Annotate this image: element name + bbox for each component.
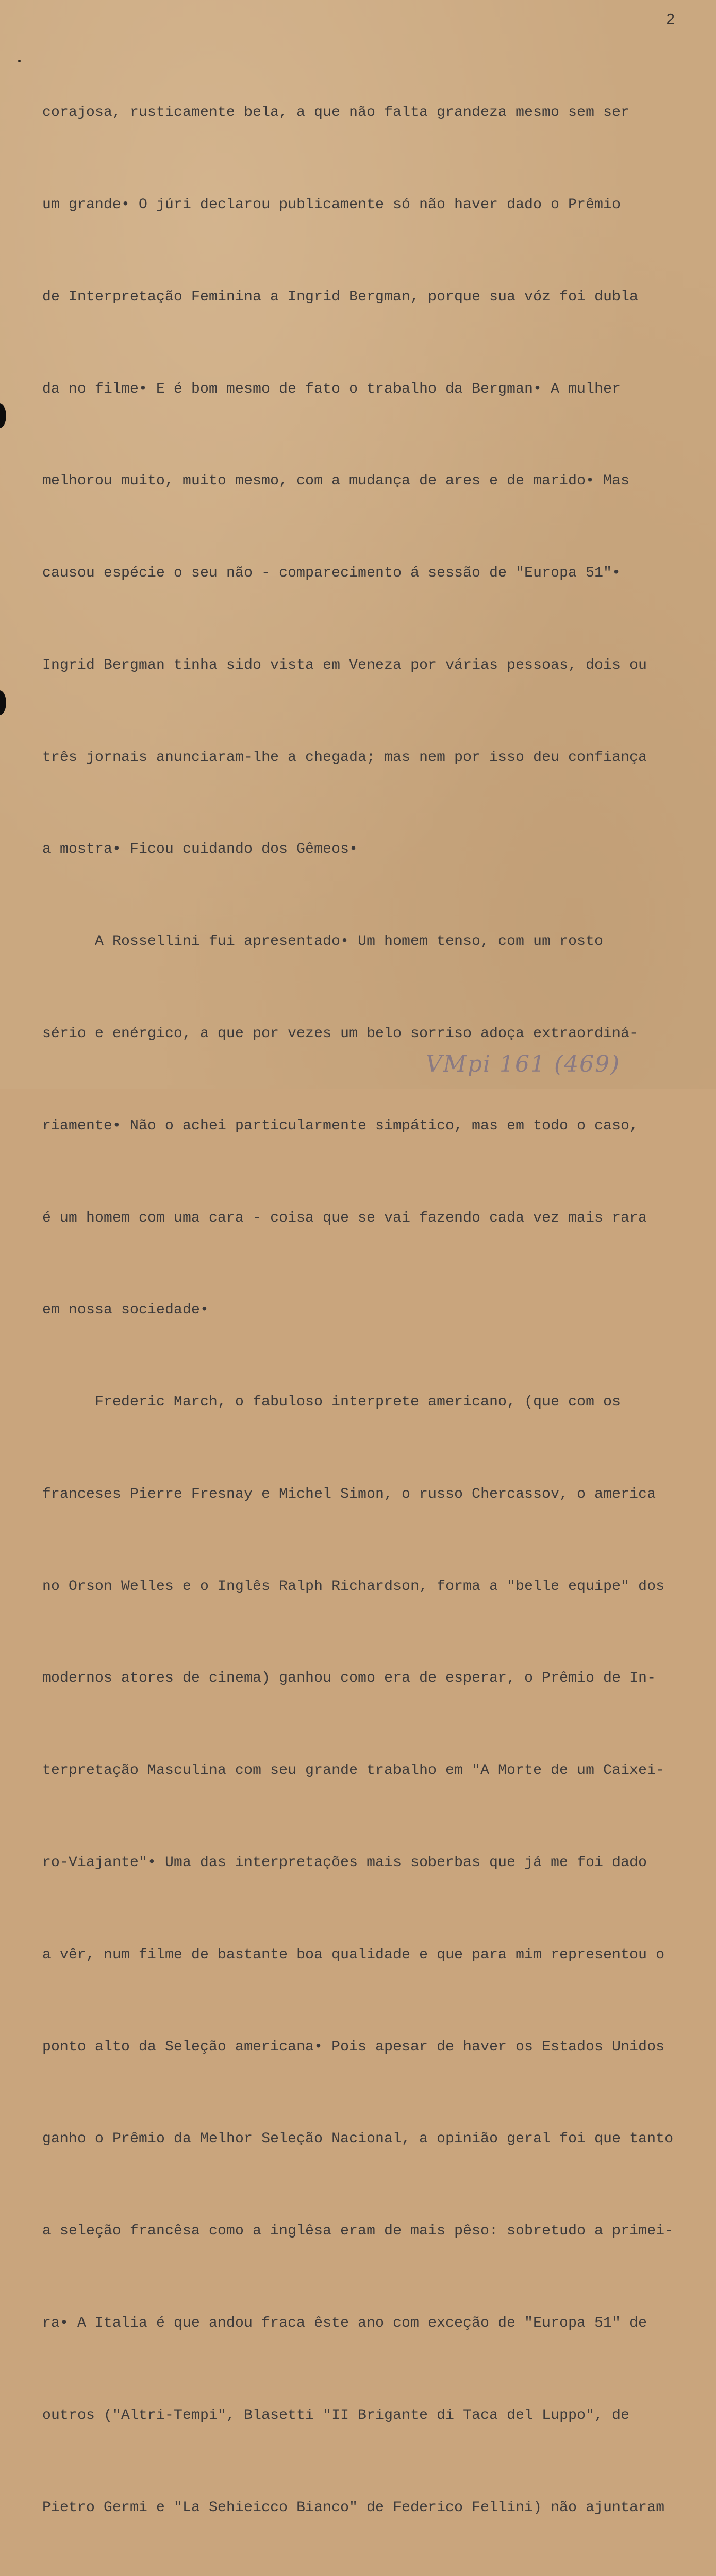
text-line: a vêr, num filme de bastante boa qualidade e que para mim representou o xyxy=(42,1946,665,1963)
text-line: riamente• Não o achei particularmente simpático, mas em todo o caso, xyxy=(42,1117,639,1134)
text-line: Pietro Germi e "La Sehieicco Bianco" de Federico Fellini) não ajuntaram xyxy=(42,2499,665,2516)
text-line: corajosa, rusticamente bela, a que não falta grandeza mesmo sem ser xyxy=(42,105,630,121)
text-line: Frederic March, o fabuloso interprete americano, (que com os xyxy=(42,1394,621,1411)
handwritten-archive-note: VMpi 161 (469) xyxy=(426,1051,621,1077)
text-line: causou espécie o seu não - comparecimento á sessão de "Europa 51"• xyxy=(42,565,621,582)
text-line: a mostra• Ficou cuidando dos Gêmeos• xyxy=(42,841,358,858)
typed-text-body xyxy=(42,36,707,2576)
text-line: três jornais anunciaram-lhe a chegada; mas nem por isso deu confiança xyxy=(42,749,647,766)
text-line: outros ("Altri-Tempi", Blasetti "II Brigante di Taca del Luppo", de xyxy=(42,2407,630,2424)
text-line: ganho o Prêmio da Melhor Seleção Nacional, a opinião geral foi que tanto xyxy=(42,2131,674,2147)
text-line: terpretação Masculina com seu grande trabalho em "A Morte de um Caixei- xyxy=(42,1762,665,1779)
text-line: Ingrid Bergman tinha sido vista em Veneza por várias pessoas, dois ou xyxy=(42,657,647,673)
text-line: melhorou muito, muito mesmo, com a mudança de ares e de marido• Mas xyxy=(42,473,630,489)
punch-hole-top xyxy=(0,403,6,428)
text-line: franceses Pierre Fresnay e Michel Simon, o russo Chercassov, o america xyxy=(42,1486,656,1502)
ink-speck xyxy=(18,60,21,62)
text-line: no Orson Welles e o Inglês Ralph Richardson, forma a "belle equipe" dos xyxy=(42,1578,665,1595)
text-line: modernos atores de cinema) ganhou como era de esperar, o Prêmio de In- xyxy=(42,1670,656,1687)
text-line: da no filme• E é bom mesmo de fato o trabalho da Bergman• A mulher xyxy=(42,381,621,397)
text-line: de Interpretação Feminina a Ingrid Bergman, porque sua vóz foi dubla xyxy=(42,289,639,305)
text-line: a seleção francêsa como a inglêsa eram de mais pêso: sobretudo a primei- xyxy=(42,2223,674,2240)
text-line: ro-Viajante"• Uma das interpretações mais soberbas que já me foi dado xyxy=(42,1855,647,1871)
text-line: um grande• O júri declarou publicamente só não haver dado o Prêmio xyxy=(42,196,621,213)
text-line: é um homem com uma cara - coisa que se vai fazendo cada vez mais rara xyxy=(42,1210,647,1226)
text-line: ra• A Italia é que andou fraca êste ano com exceção de "Europa 51" de xyxy=(42,2315,647,2331)
page-number: 2 xyxy=(666,11,675,28)
text-line: ponto alto da Seleção americana• Pois apesar de haver os Estados Unidos xyxy=(42,2039,665,2055)
punch-hole-bottom xyxy=(0,690,6,715)
text-line: A Rossellini fui apresentado• Um homem tenso, com um rosto xyxy=(42,934,604,950)
text-line: sério e enérgico, a que por vezes um belo sorriso adoça extraordiná- xyxy=(42,1026,639,1042)
text-line: em nossa sociedade• xyxy=(42,1302,209,1318)
